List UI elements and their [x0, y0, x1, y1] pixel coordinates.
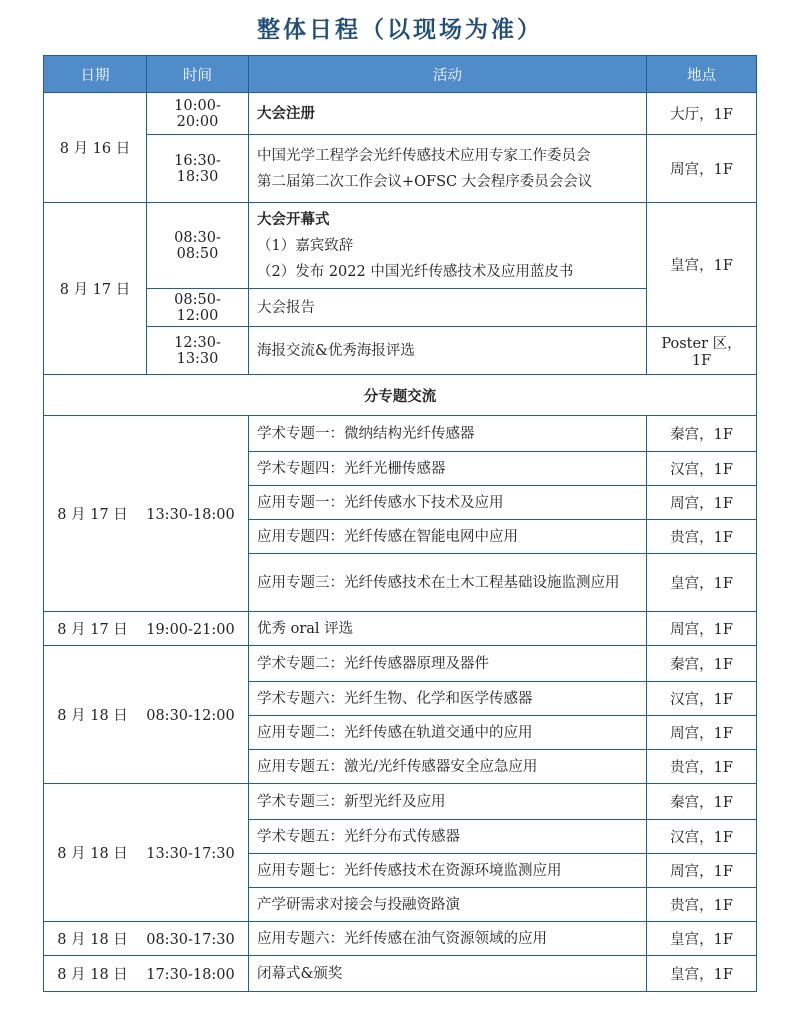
location-cell: 皇宫，1F	[647, 956, 757, 992]
activity-cell: 学术专题五：光纤分布式传感器	[249, 820, 647, 854]
location-cell: 周宫，1F	[647, 854, 757, 888]
date-text: 8 月 17 日	[57, 507, 128, 523]
time-cell: 08:50-12:00	[147, 289, 249, 327]
location-cell: 周宫，1F	[647, 486, 757, 520]
location-cell: 周宫，1F	[647, 716, 757, 750]
table-row	[44, 922, 757, 956]
location-cell: 大厅，1F	[647, 93, 757, 135]
time-text: 13:30-18:00	[146, 507, 235, 523]
activity-cell: 闭幕式&颁奖	[249, 956, 647, 992]
date-time-cell	[44, 922, 249, 956]
activity-cell: 产学研需求对接会与投融资路演	[249, 888, 647, 922]
activity-cell	[249, 135, 647, 203]
location-cell: 汉宫，1F	[647, 682, 757, 716]
time-text: 19:00-21:00	[146, 622, 235, 638]
date-time-cell	[44, 956, 249, 992]
activity-cell: 学术专题一：微纳结构光纤传感器	[249, 416, 647, 452]
activity-line: （2）发布 2022 中国光纤传感技术及应用蓝皮书	[257, 263, 574, 280]
activity-cell: 学术专题二：光纤传感器原理及器件	[249, 646, 647, 682]
activity-line: 第二届第二次工作会议+OFSC 大会程序委员会会议	[257, 173, 593, 190]
table-row	[44, 327, 757, 375]
activity-cell: 优秀 oral 评选	[249, 612, 647, 646]
date-text: 8 月 18 日	[57, 846, 128, 862]
location-cell: 皇宫，1F	[647, 554, 757, 612]
header-date: 日期	[44, 56, 147, 93]
date-text: 8 月 17 日	[57, 622, 128, 638]
header-time: 时间	[147, 56, 249, 93]
date-cell: 8 月 17 日	[44, 203, 147, 375]
header-location: 地点	[647, 56, 757, 93]
date-text: 8 月 18 日	[57, 932, 128, 948]
table-row	[44, 93, 757, 135]
activity-cell	[249, 203, 647, 289]
time-cell: 10:00-20:00	[147, 93, 249, 135]
date-cell: 8 月 16 日	[44, 93, 147, 203]
time-text: 08:30-17:30	[146, 932, 235, 948]
location-cell: 周宫，1F	[647, 612, 757, 646]
date-time-cell	[44, 612, 249, 646]
activity-cell: 海报交流&优秀海报评选	[249, 327, 647, 375]
time-cell: 16:30-18:30	[147, 135, 249, 203]
activity-cell: 大会注册	[249, 93, 647, 135]
header-activity: 活动	[249, 56, 647, 93]
location-cell: 汉宫，1F	[647, 452, 757, 486]
table-row	[44, 416, 757, 452]
date-time-cell	[44, 784, 249, 922]
activity-cell: 学术专题三：新型光纤及应用	[249, 784, 647, 820]
location-cell: 皇宫，1F	[647, 922, 757, 956]
activity-title: 大会开幕式	[257, 210, 330, 228]
table-row	[44, 956, 757, 992]
location-cell: 秦宫，1F	[647, 646, 757, 682]
location-cell: 秦宫，1F	[647, 784, 757, 820]
location-cell: 皇宫，1F	[647, 203, 757, 327]
activity-cell: 应用专题六：光纤传感在油气资源领域的应用	[249, 922, 647, 956]
activity-cell: 应用专题二：光纤传感在轨道交通中的应用	[249, 716, 647, 750]
section-row	[44, 375, 757, 416]
location-cell: 汉宫，1F	[647, 820, 757, 854]
activity-cell: 学术专题六：光纤生物、化学和医学传感器	[249, 682, 647, 716]
header-row	[44, 56, 757, 93]
time-text: 17:30-18:00	[146, 967, 235, 983]
activity-cell: 应用专题一：光纤传感水下技术及应用	[249, 486, 647, 520]
date-text: 8 月 18 日	[57, 708, 128, 724]
table-row	[44, 612, 757, 646]
table-row	[44, 784, 757, 820]
date-time-cell	[44, 416, 249, 612]
time-text: 08:30-12:00	[146, 708, 235, 724]
schedule-table	[43, 55, 757, 992]
activity-cell: 应用专题七：光纤传感技术在资源环境监测应用	[249, 854, 647, 888]
section-title: 分专题交流	[44, 375, 757, 416]
table-row	[44, 135, 757, 203]
activity-line: 中国光学工程学会光纤传感技术应用专家工作委员会	[257, 147, 591, 164]
location-cell: 贵宫，1F	[647, 520, 757, 554]
date-time-cell	[44, 646, 249, 784]
page-title: 整体日程（以现场为准）	[257, 16, 543, 43]
activity-cell: 应用专题三：光纤传感技术在土木工程基础设施监测应用	[249, 554, 647, 612]
activity-cell: 应用专题五：激光/光纤传感器安全应急应用	[249, 750, 647, 784]
date-text: 8 月 18 日	[57, 967, 128, 983]
activity-cell: 学术专题四：光纤光栅传感器	[249, 452, 647, 486]
time-text: 13:30-17:30	[146, 846, 235, 862]
table-row	[44, 646, 757, 682]
activity-line: （1）嘉宾致辞	[257, 237, 354, 254]
time-cell: 08:30-08:50	[147, 203, 249, 289]
activity-cell: 应用专题四：光纤传感在智能电网中应用	[249, 520, 647, 554]
location-cell: 贵宫，1F	[647, 750, 757, 784]
location-cell: 周宫，1F	[647, 135, 757, 203]
location-cell: 贵宫，1F	[647, 888, 757, 922]
location-cell: Poster 区，1F	[647, 327, 757, 375]
table-row	[44, 203, 757, 289]
time-cell: 12:30-13:30	[147, 327, 249, 375]
location-cell: 秦宫，1F	[647, 416, 757, 452]
activity-cell: 大会报告	[249, 289, 647, 327]
